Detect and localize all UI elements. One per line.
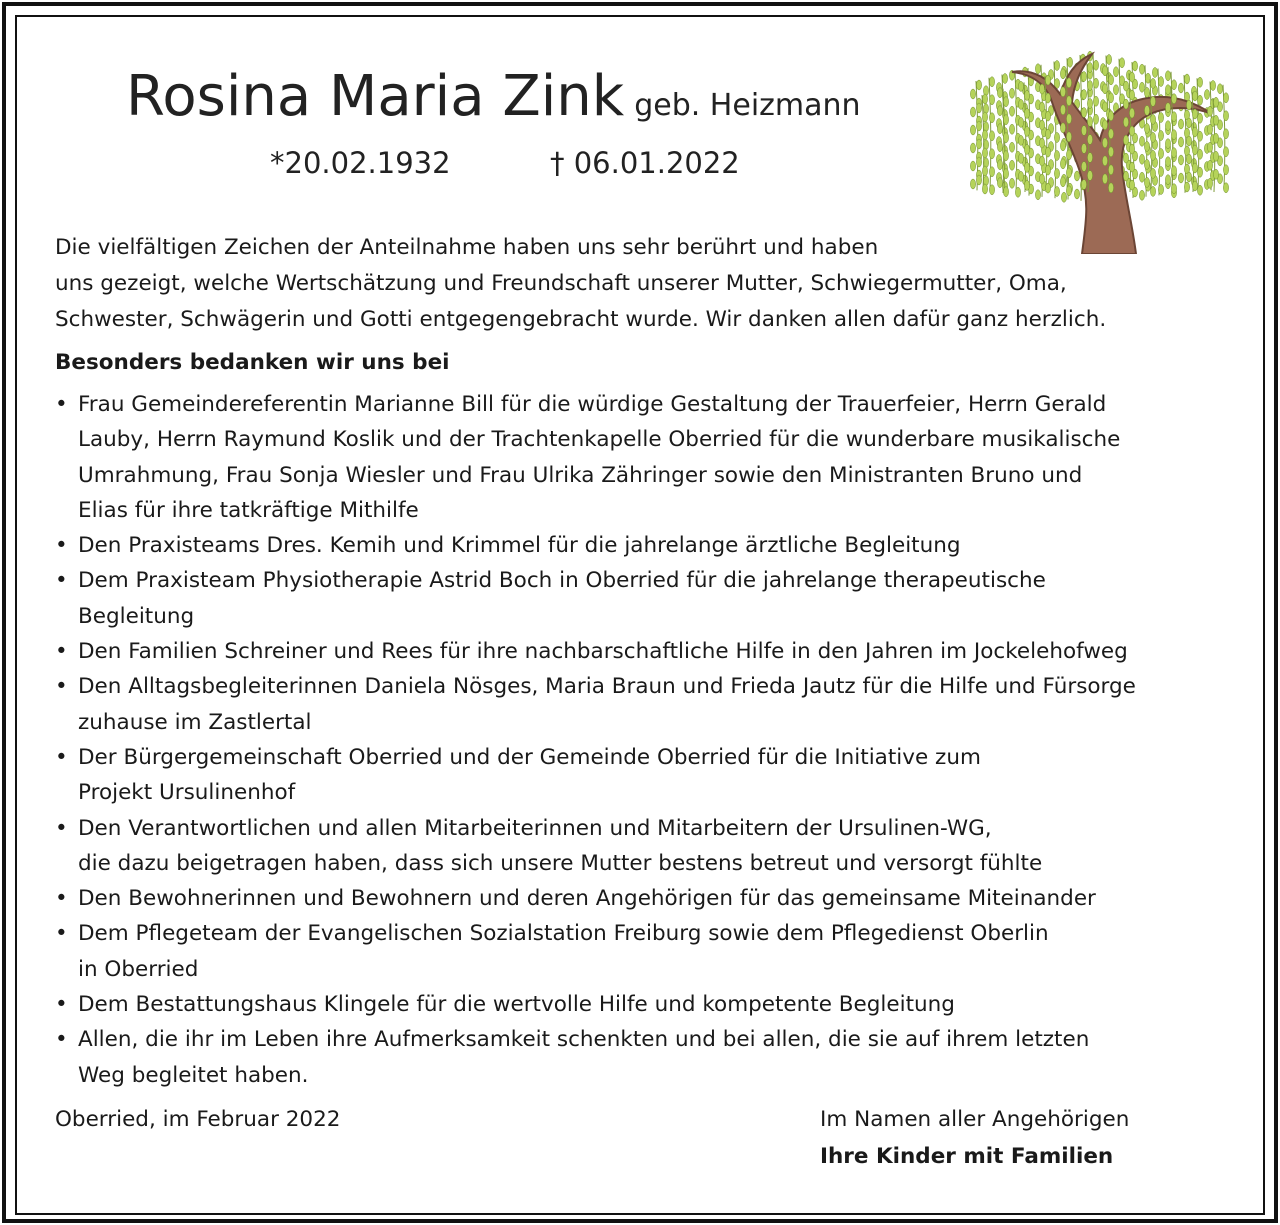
willow-leaf xyxy=(1171,130,1176,140)
willow-leaf xyxy=(1123,153,1128,163)
willow-leaf xyxy=(1087,63,1092,73)
willow-leaf xyxy=(989,131,994,141)
willow-leaf xyxy=(1054,169,1059,179)
willow-leaf xyxy=(1139,82,1144,92)
willow-leaf xyxy=(1186,172,1191,182)
thanks-list-item xyxy=(55,1022,1245,1093)
willow-leaf xyxy=(1066,96,1071,106)
willow-leaf xyxy=(1108,165,1113,175)
willow-leaf xyxy=(1106,55,1111,65)
willow-leaf xyxy=(1081,108,1086,118)
willow-leaf xyxy=(1066,132,1071,142)
willow-leaf xyxy=(1207,124,1212,134)
willow-leaf xyxy=(1123,81,1128,91)
signature-line-2: Ihre Kinder mit Familien xyxy=(820,1144,1114,1169)
thanks-line: Begleitung xyxy=(78,603,195,629)
thanks-line: • Frau Gemeindereferentin Marianne Bill für die würdige Gestaltung der Trauerfeier, Herrn Gerald xyxy=(78,392,1107,417)
willow-leaf xyxy=(1150,150,1155,160)
willow-leaf xyxy=(1035,190,1040,200)
willow-leaf xyxy=(1158,113,1163,123)
willow-leaf xyxy=(970,125,975,135)
willow-leaf xyxy=(1045,129,1050,139)
willow-leaf xyxy=(1018,99,1023,109)
willow-leaf xyxy=(1093,114,1098,124)
willow-leaf xyxy=(1060,69,1065,79)
willow-leaf xyxy=(1171,184,1176,194)
willow-leaf xyxy=(1087,135,1092,145)
willow-leaf xyxy=(1150,186,1155,196)
willow-leaf xyxy=(1108,147,1113,157)
willow-leaf xyxy=(1223,183,1228,193)
willow-leaf xyxy=(1139,172,1144,182)
willow-leaf xyxy=(1192,109,1197,119)
place-date: Oberried, im Februar 2022 xyxy=(55,1107,341,1132)
willow-leaf xyxy=(1144,141,1149,151)
willow-leaf xyxy=(1003,187,1008,197)
willow-leaf xyxy=(970,107,975,117)
willow-leaf xyxy=(1171,166,1176,176)
willow-leaf xyxy=(989,185,994,195)
willow-leaf xyxy=(1002,74,1007,84)
willow-leaf xyxy=(1129,108,1134,118)
willow-leaf xyxy=(1039,138,1044,148)
thanks-list-item xyxy=(55,387,1245,528)
willow-leaf xyxy=(1139,136,1144,146)
willow-leaf xyxy=(976,103,981,113)
willow-leaf xyxy=(1060,141,1065,151)
willow-leaf xyxy=(1184,74,1189,84)
willow-leaf xyxy=(1045,183,1050,193)
willow-leaf xyxy=(1108,75,1113,85)
willow-leaf xyxy=(1123,99,1128,109)
willow-leaf xyxy=(1129,72,1134,82)
willow-leaf xyxy=(1087,171,1092,181)
willow-leaf xyxy=(1207,178,1212,188)
willow-leaf xyxy=(1123,135,1128,145)
willow-leaf xyxy=(1060,159,1065,169)
willow-leaf xyxy=(982,130,987,140)
willow-leaf xyxy=(1087,153,1092,163)
willow-leaf xyxy=(1150,168,1155,178)
willow-leaf xyxy=(1113,67,1118,77)
willow-leaf xyxy=(1197,95,1202,105)
weeping-willow-icon xyxy=(962,32,1238,254)
willow-leaf xyxy=(1178,119,1183,129)
willow-leaf xyxy=(1178,173,1183,183)
willow-leaf xyxy=(1066,78,1071,88)
willow-leaf xyxy=(1039,102,1044,112)
willow-leaf xyxy=(1129,162,1134,172)
willow-leaf xyxy=(1102,174,1107,184)
willow-leaf xyxy=(997,142,1002,152)
willow-leaf xyxy=(1108,111,1113,121)
willow-leaf xyxy=(1102,84,1107,94)
willow-leaf xyxy=(1150,78,1155,88)
willow-leaf xyxy=(1024,90,1029,100)
willow-leaf xyxy=(1009,88,1014,98)
willow-leaf xyxy=(1081,126,1086,136)
birth-date: *20.02.1932 xyxy=(270,146,451,180)
willow-leaf xyxy=(1074,189,1079,199)
willow-leaf xyxy=(1213,115,1218,125)
willow-leaf xyxy=(982,184,987,194)
willow-leaf xyxy=(997,178,1002,188)
willow-leaf xyxy=(1171,80,1176,90)
willow-leaf xyxy=(1213,133,1218,143)
willow-leaf xyxy=(1119,58,1124,68)
willow-leaf xyxy=(1087,99,1092,109)
willow-leaf xyxy=(1102,66,1107,76)
willow-leaf xyxy=(1081,90,1086,100)
maiden-name: geb. Heizmann xyxy=(634,88,861,123)
willow-leaf xyxy=(1223,93,1228,103)
death-date: † 06.01.2022 xyxy=(550,146,740,180)
willow-leaf xyxy=(1186,136,1191,146)
thanks-line: Elias für ihre tatkräftige Mithilfe xyxy=(78,497,419,523)
willow-leaf xyxy=(1060,87,1065,97)
intro-text xyxy=(55,230,1215,338)
willow-leaf xyxy=(1054,61,1059,71)
willow-leaf xyxy=(1152,68,1157,78)
willow-leaf xyxy=(1018,135,1023,145)
willow-leaf xyxy=(1067,57,1072,67)
willow-leaf xyxy=(1108,183,1113,193)
thanks-list-item xyxy=(55,916,1245,987)
thanks-list-item xyxy=(55,528,1245,563)
willow-leaf xyxy=(976,157,981,167)
willow-leaf xyxy=(1129,90,1134,100)
thanks-line: zuhause im Zastlertal xyxy=(78,709,312,735)
willow-leaf xyxy=(1223,165,1228,175)
willow-leaf xyxy=(1129,144,1134,154)
willow-leaf xyxy=(1045,75,1050,85)
willow-leaf xyxy=(1144,87,1149,97)
willow-leaf xyxy=(1045,111,1050,121)
willow-leaf xyxy=(1009,106,1014,116)
willow-leaf xyxy=(970,161,975,171)
willow-leaf xyxy=(1158,185,1163,195)
willow-leaf xyxy=(1102,120,1107,130)
thanks-list-item xyxy=(55,669,1245,740)
willow-leaf xyxy=(1009,178,1014,188)
willow-leaf xyxy=(1165,71,1170,81)
willow-leaf xyxy=(1171,94,1176,104)
willow-leaf xyxy=(997,88,1002,98)
willow-leaf xyxy=(1197,77,1202,87)
willow-leaf xyxy=(1197,149,1202,159)
willow-leaf xyxy=(1054,187,1059,197)
willow-leaf xyxy=(1039,120,1044,130)
willow-leaf xyxy=(1024,162,1029,172)
willow-leaf xyxy=(1123,171,1128,181)
willow-leaf xyxy=(1144,159,1149,169)
willow-leaf xyxy=(1197,113,1202,123)
willow-leaf xyxy=(1018,117,1023,127)
willow-leaf xyxy=(1123,117,1128,127)
willow-leaf xyxy=(1003,169,1008,179)
willow-leaf xyxy=(1081,180,1086,190)
willow-leaf xyxy=(976,121,981,131)
willow-leaf xyxy=(1223,111,1228,121)
willow-leaf xyxy=(976,175,981,185)
willow-leaf xyxy=(1024,144,1029,154)
willow-leaf xyxy=(1223,147,1228,157)
willow-leaf xyxy=(1184,182,1189,192)
thanks-line: • Allen, die ihr im Leben ihre Aufmerksamkeit schenkten und bei allen, die sie auf ihrem letzten xyxy=(78,1027,1090,1053)
willow-leaf xyxy=(1102,156,1107,166)
thanks-line: • Den Praxisteams Dres. Kemih und Krimmel für die jahrelange ärztliche Begleitung xyxy=(78,533,961,559)
willow-leaf xyxy=(1009,142,1014,152)
intro-line: Schwester, Schwägerin und Gotti entgegengebracht wurde. Wir danken allen dafür ganz herzlich. xyxy=(55,307,1107,332)
thanks-line: in Oberried xyxy=(78,956,199,982)
willow-leaf xyxy=(1066,150,1071,160)
willow-leaf xyxy=(1081,144,1086,154)
thanks-list-item xyxy=(55,811,1245,882)
willow-leaf xyxy=(1102,138,1107,148)
willow-leaf xyxy=(1018,171,1023,181)
willow-leaf xyxy=(1165,85,1170,95)
willow-leaf xyxy=(1144,177,1149,187)
thanks-line: • Dem Pflegeteam der Evangelischen Sozialstation Freiburg sowie dem Pflegedienst Oberlin xyxy=(78,921,1049,947)
willow-leaf xyxy=(989,95,994,105)
thanks-heading: Besonders bedanken wir uns bei xyxy=(55,350,450,375)
willow-leaf xyxy=(1186,100,1191,110)
willow-leaf xyxy=(1158,77,1163,87)
willow-leaf xyxy=(1139,154,1144,164)
thanks-list-item xyxy=(55,881,1245,916)
willow-leaf xyxy=(1165,157,1170,167)
thanks-line: • Den Familien Schreiner und Rees für ihre nachbarschaftliche Hilfe in den Jahren im Jockelehofweg xyxy=(78,639,1128,665)
willow-leaf xyxy=(1213,151,1218,161)
willow-leaf xyxy=(1039,174,1044,184)
willow-leaf xyxy=(1197,185,1202,195)
willow-leaf xyxy=(1035,64,1040,74)
willow-leaf xyxy=(1054,133,1059,143)
thanks-line: • Der Bürgergemeinschaft Oberried und der Gemeinde Oberried für die Initiative zum xyxy=(78,744,981,770)
willow-leaf xyxy=(1144,123,1149,133)
willow-leaf xyxy=(1060,123,1065,133)
thanks-list-item xyxy=(55,740,1245,811)
willow-leaf xyxy=(989,113,994,123)
willow-leaf xyxy=(1178,137,1183,147)
willow-leaf xyxy=(1186,118,1191,128)
willow-leaf xyxy=(1018,81,1023,91)
willow-leaf xyxy=(1045,165,1050,175)
willow-leaf xyxy=(1074,171,1079,181)
willow-leaf xyxy=(1213,97,1218,107)
willow-leaf xyxy=(1066,186,1071,196)
willow-leaf xyxy=(970,179,975,189)
willow-leaf xyxy=(1129,180,1134,190)
willow-leaf xyxy=(1192,163,1197,173)
willow-leaf xyxy=(1192,181,1197,191)
willow-leaf xyxy=(982,94,987,104)
willow-leaf xyxy=(1150,96,1155,106)
willow-leaf xyxy=(1003,133,1008,143)
willow-leaf xyxy=(1165,121,1170,131)
thanks-list-item xyxy=(55,563,1245,634)
willow-leaf xyxy=(1158,149,1163,159)
willow-leaf xyxy=(1015,187,1020,197)
willow-leaf xyxy=(976,139,981,149)
willow-leaf xyxy=(1087,81,1092,91)
willow-leaf xyxy=(1197,131,1202,141)
willow-leaf xyxy=(1192,91,1197,101)
willow-leaf xyxy=(1024,108,1029,118)
willow-leaf xyxy=(1093,78,1098,88)
willow-leaf xyxy=(1081,72,1086,82)
willow-leaf xyxy=(1024,180,1029,190)
willow-leaf xyxy=(1207,106,1212,116)
willow-leaf xyxy=(1003,97,1008,107)
deceased-name: Rosina Maria Zink xyxy=(126,64,625,129)
willow-leaf xyxy=(989,167,994,177)
willow-leaf xyxy=(1024,126,1029,136)
thanks-line: • Dem Bestattungshaus Klingele für die wertvolle Hilfe und kompetente Begleitung xyxy=(78,992,955,1018)
deceased-name-line xyxy=(126,64,861,129)
willow-leaf xyxy=(1150,132,1155,142)
willow-leaf xyxy=(1139,190,1144,200)
willow-leaf xyxy=(1087,117,1092,127)
thanks-line: Weg begleitet haben. xyxy=(78,1062,309,1088)
intro-line: uns gezeigt, welche Wertschätzung und Freundschaft unserer Mutter, Schwiegermutter, Oma, xyxy=(55,271,1067,296)
willow-leaf xyxy=(1045,147,1050,157)
willow-leaf xyxy=(1158,131,1163,141)
willow-leaf xyxy=(982,166,987,176)
willow-leaf xyxy=(970,89,975,99)
willow-leaf xyxy=(1171,112,1176,122)
thanks-line: • Den Alltagsbegleiterinnen Daniela Nösges, Maria Braun und Frieda Jautz für die Hilfe und Fürsorge xyxy=(78,674,1136,700)
willow-leaf xyxy=(1158,167,1163,177)
willow-leaf xyxy=(1210,81,1215,91)
willow-leaf xyxy=(1132,61,1137,71)
willow-leaf xyxy=(1186,154,1191,164)
willow-leaf xyxy=(997,106,1002,116)
willow-leaf xyxy=(1102,102,1107,112)
willow-leaf xyxy=(1054,151,1059,161)
willow-leaf xyxy=(1061,192,1066,202)
willow-leaf xyxy=(1108,93,1113,103)
willow-leaf xyxy=(1113,85,1118,95)
willow-leaf xyxy=(1192,127,1197,137)
willow-leaf xyxy=(1039,84,1044,94)
willow-leaf xyxy=(1213,169,1218,179)
willow-leaf xyxy=(1009,160,1014,170)
willow-leaf xyxy=(1171,148,1176,158)
willow-leaf xyxy=(1165,175,1170,185)
willow-leaf xyxy=(1207,142,1212,152)
thanks-line: die dazu beigetragen haben, dass sich unsere Mutter bestens betreut und versorgt fühlte xyxy=(78,850,1043,876)
willow-leaf xyxy=(1197,167,1202,177)
willow-leaf xyxy=(1165,103,1170,113)
willow-leaf xyxy=(1060,177,1065,187)
willow-leaf xyxy=(982,112,987,122)
willow-leaf xyxy=(1003,151,1008,161)
willow-leaf xyxy=(970,143,975,153)
willow-leaf xyxy=(1039,156,1044,166)
willow-leaf xyxy=(1178,155,1183,165)
intro-line: Die vielfältigen Zeichen der Anteilnahme haben uns sehr berührt und haben xyxy=(55,235,879,260)
willow-leaf xyxy=(1009,124,1014,134)
willow-leaf xyxy=(1045,93,1050,103)
willow-leaf xyxy=(1003,115,1008,125)
thanks-list xyxy=(55,387,1245,1093)
willow-leaf xyxy=(1217,84,1222,94)
willow-leaf xyxy=(1066,168,1071,178)
thanks-list-item xyxy=(55,634,1245,669)
signature-line-1: Im Namen aller Angehörigen xyxy=(820,1107,1130,1132)
thanks-line: Projekt Ursulinenhof xyxy=(78,780,296,806)
willow-leaf xyxy=(1108,129,1113,139)
willow-leaf xyxy=(1066,114,1071,124)
willow-leaf xyxy=(1060,105,1065,115)
willow-leaf xyxy=(1144,105,1149,115)
willow-leaf xyxy=(1192,145,1197,155)
willow-leaf xyxy=(1081,162,1086,172)
thanks-line: • Den Verantwortlichen und allen Mitarbeiterinnen und Mitarbeitern der Ursulinen-WG, xyxy=(78,815,992,841)
willow-leaf xyxy=(1139,64,1144,74)
willow-leaf xyxy=(989,149,994,159)
willow-leaf xyxy=(1207,160,1212,170)
willow-leaf xyxy=(1204,90,1209,100)
willow-leaf xyxy=(982,148,987,158)
willow-leaf xyxy=(1129,126,1134,136)
willow-leaf xyxy=(976,80,981,90)
thanks-line: • Dem Praxisteam Physiotherapie Astrid Boch in Oberried für die jahrelange therapeutische xyxy=(78,568,1046,594)
thanks-line: Lauby, Herrn Raymund Koslik und der Trachtenkapelle Oberried für die wunderbare musikalische xyxy=(78,427,1121,453)
willow-leaf xyxy=(997,160,1002,170)
willow-leaf xyxy=(1150,114,1155,124)
thanks-list-item xyxy=(55,987,1245,1022)
willow-leaf xyxy=(1165,139,1170,149)
willow-leaf xyxy=(1093,96,1098,106)
willow-leaf xyxy=(989,77,994,87)
thanks-line: • Den Bewohnerinnen und Bewohnern und deren Angehörigen für das gemeinsame Miteinander xyxy=(78,886,1096,912)
willow-leaf xyxy=(997,124,1002,134)
thanks-line: Umrahmung, Frau Sonja Wiesler und Frau Ulrika Zähringer sowie den Ministranten Bruno und xyxy=(78,462,1083,488)
willow-leaf xyxy=(1178,83,1183,93)
willow-leaf xyxy=(1223,129,1228,139)
willow-leaf xyxy=(1093,60,1098,70)
willow-leaf xyxy=(1018,153,1023,163)
